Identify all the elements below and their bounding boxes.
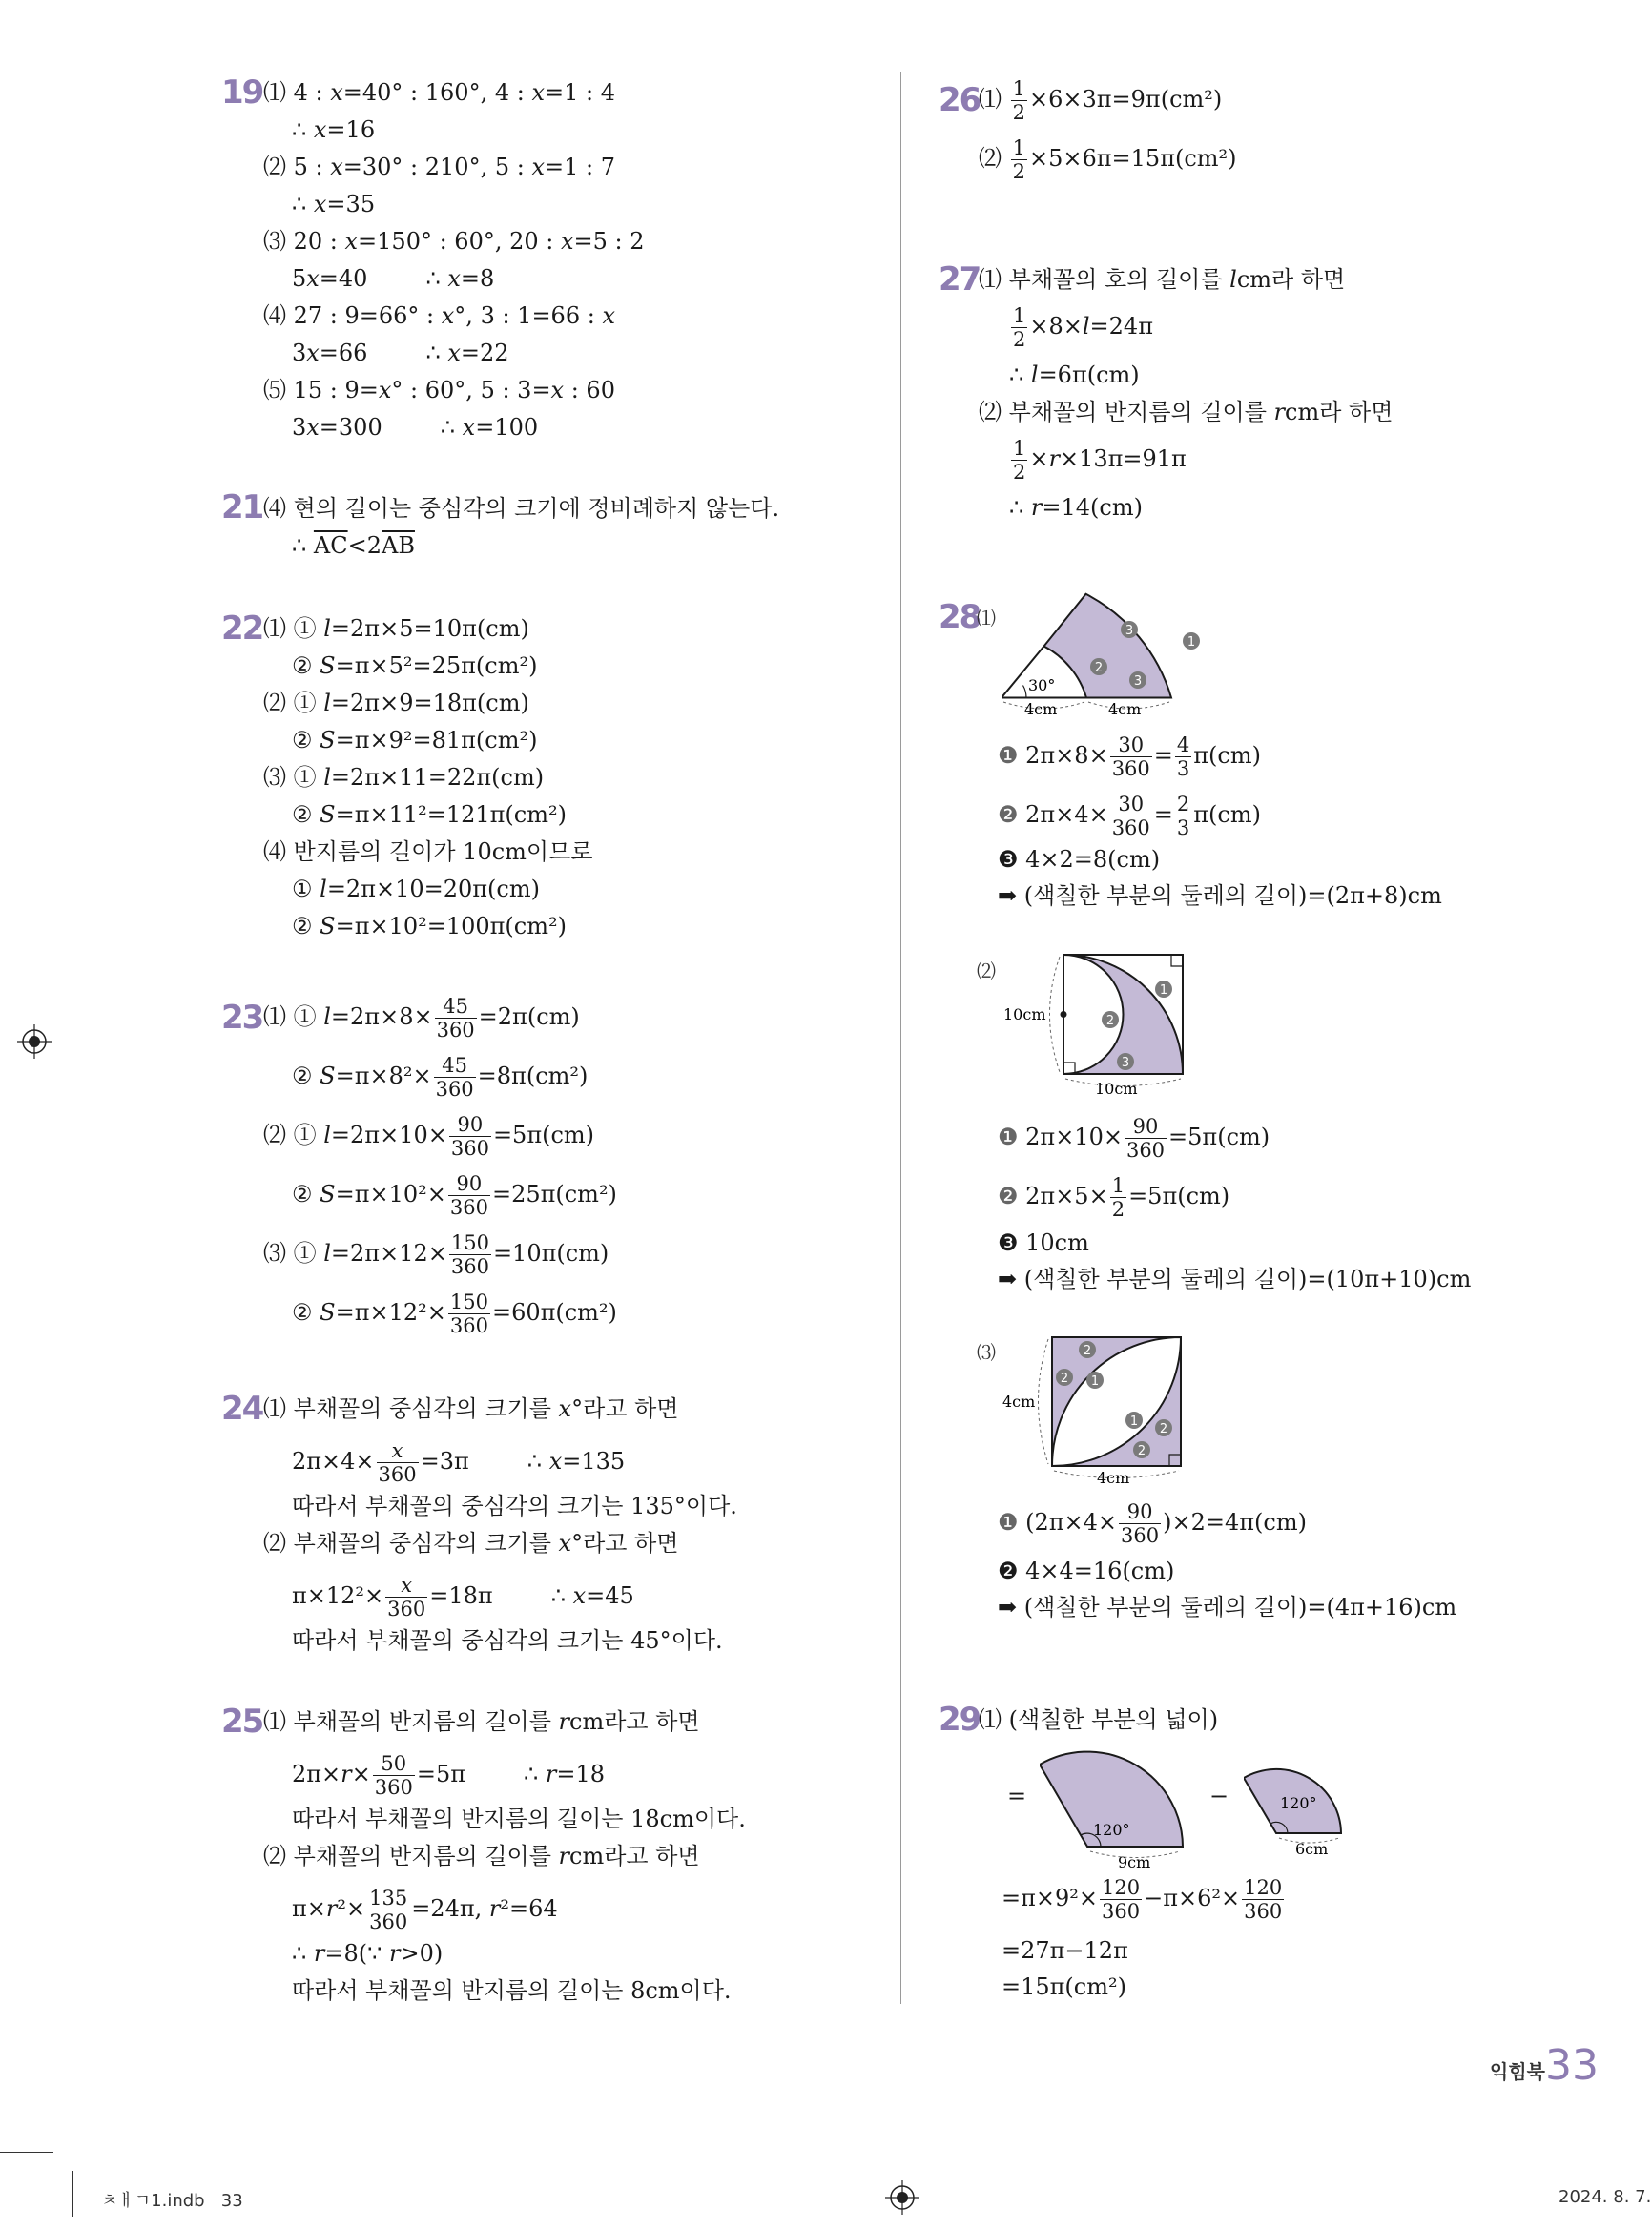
fraction: $\frac{1}{2}$ bbox=[1013, 437, 1026, 484]
solution-line: ⑷ 27 : 9=66° : 𝑥°, 3 : 1=66 : 𝑥 bbox=[263, 302, 615, 329]
solution-line: ∴ 𝑥=16 bbox=[292, 116, 376, 143]
svg-text:1: 1 bbox=[1090, 1374, 1100, 1389]
crop-mark bbox=[0, 2152, 53, 2153]
problem-number: 24 bbox=[221, 1390, 263, 1428]
fraction: $\frac{120}{360}$ bbox=[1102, 1876, 1141, 1923]
problem-number: 23 bbox=[221, 999, 263, 1037]
fraction: $\frac{\text{𝑥}}{360}$ bbox=[378, 1439, 417, 1486]
fraction: $\frac{1}{2}$ bbox=[1013, 304, 1026, 351]
svg-text:2: 2 bbox=[1083, 1344, 1092, 1358]
therefore: ∴ bbox=[292, 532, 314, 559]
svg-text:2: 2 bbox=[1094, 661, 1104, 675]
solution-line: ② 𝑆=π×10²=100π(cm²) bbox=[292, 913, 567, 939]
solution-line: 따라서 부채꼴의 반지름의 길이는 18cm이다. bbox=[292, 1806, 746, 1832]
solution-line: =27π−12π bbox=[1002, 1937, 1128, 1964]
svg-text:2: 2 bbox=[1137, 1444, 1146, 1458]
arc-ac: $\overline{AC}$ bbox=[313, 532, 348, 559]
solution-line: ② 𝑆=π×8²× $\frac{45}{360}$ =8π(cm²) bbox=[292, 1054, 589, 1101]
part-label: ⑵ bbox=[977, 960, 996, 982]
length-label: 4cm bbox=[1097, 1469, 1130, 1487]
solution-line: ⑴ $\frac{1}{2}$ ×6×3π=9π(cm²) bbox=[979, 77, 1223, 124]
length-label: 4cm bbox=[1108, 700, 1142, 718]
registration-mark-icon bbox=[883, 2178, 921, 2217]
solution-line: $\frac{1}{2}$ ×8×𝑙=24π bbox=[1013, 304, 1153, 351]
solution-line: 2π×𝑟× $\frac{50}{360}$ =5π ∴ 𝑟=18 bbox=[292, 1752, 606, 1799]
solution-line: ⑷ 반지름의 길이가 10cm이므로 bbox=[263, 838, 593, 865]
solution-line: 따라서 부채꼴의 중심각의 크기는 45°이다. bbox=[292, 1627, 723, 1654]
fraction: $\frac{120}{360}$ bbox=[1244, 1876, 1283, 1923]
svg-text:1: 1 bbox=[1159, 983, 1168, 998]
fraction: $\frac{1}{2}$ bbox=[1012, 77, 1026, 124]
angle-label: 120° bbox=[1280, 1794, 1317, 1812]
svg-text:3: 3 bbox=[1133, 674, 1143, 689]
crop-mark bbox=[72, 2171, 73, 2217]
solution-line: ❸ 10cm bbox=[998, 1229, 1089, 1256]
part-label: ⑶ bbox=[977, 1341, 996, 1364]
solution-line: ⑵ 부채꼴의 반지름의 길이를 𝑟cm라 하면 bbox=[979, 399, 1394, 425]
solution-line: ⑴ 4 : 𝑥=40° : 160°, 4 : 𝑥=1 : 4 bbox=[263, 79, 615, 106]
solution-line: 2π×4× $\frac{\text{𝑥}}{360}$ =3π ∴ 𝑥=135 bbox=[292, 1439, 626, 1486]
svg-text:3: 3 bbox=[1125, 624, 1134, 638]
large-sector-figure bbox=[1040, 1742, 1202, 1870]
registration-mark-icon bbox=[15, 1022, 53, 1061]
solution-line: ⑴ 부채꼴의 중심각의 크기를 𝑥°라고 하면 bbox=[263, 1395, 679, 1422]
dimension-line bbox=[1050, 957, 1061, 1072]
svg-text:1: 1 bbox=[1129, 1414, 1139, 1429]
length-label: 6cm bbox=[1295, 1840, 1329, 1858]
solution-line: ① 𝑙=2π×10=20π(cm) bbox=[292, 876, 540, 902]
fraction: $\frac{90}{360}$ bbox=[450, 1113, 489, 1160]
solution-line: ❶ 2π×8× $\frac{30}{360}$ = $\frac{4}{3}$ π(cm) bbox=[998, 733, 1261, 780]
solution-line: ⑶ ① 𝑙=2π×11=22π(cm) bbox=[263, 764, 545, 791]
book-label: 익힘북 bbox=[1490, 2060, 1545, 2083]
solution-line: ∴ 𝑥=35 bbox=[292, 191, 376, 217]
fraction: $\frac{\text{𝑥}}{360}$ bbox=[387, 1574, 426, 1621]
fraction: $\frac{30}{360}$ bbox=[1111, 733, 1150, 780]
result-line: ➡ (색칠한 부분의 둘레의 길이)=(10π+10)cm bbox=[998, 1266, 1472, 1292]
small-sector-figure bbox=[1244, 1755, 1358, 1860]
result-line: ➡ (색칠한 부분의 둘레의 길이)=(4π+16)cm bbox=[998, 1594, 1457, 1621]
solution-line: ⑵ $\frac{1}{2}$ ×5×6π=15π(cm²) bbox=[979, 136, 1237, 183]
problem-number: 29 bbox=[939, 1701, 981, 1739]
solution-line: =15π(cm²) bbox=[1002, 1973, 1126, 2000]
fraction: $\frac{90}{360}$ bbox=[1121, 1500, 1160, 1547]
fraction: $\frac{150}{360}$ bbox=[449, 1291, 488, 1337]
solution-line: ⑷ 현의 길이는 중심각의 크기에 정비례하지 않는다. bbox=[263, 495, 780, 522]
svg-text:1: 1 bbox=[1187, 635, 1196, 650]
center-dot bbox=[1061, 1011, 1067, 1018]
solution-line: ⑶ 20 : 𝑥=150° : 60°, 20 : 𝑥=5 : 2 bbox=[263, 228, 645, 255]
solution-line: π×12²× $\frac{\text{𝑥}}{360}$ =18π ∴ 𝑥=45 bbox=[292, 1574, 634, 1621]
svg-text:2: 2 bbox=[1159, 1422, 1168, 1436]
problem-number: 22 bbox=[221, 609, 263, 648]
solution-line: 3𝑥=300 ∴ 𝑥=100 bbox=[292, 414, 539, 441]
solution-line: ❷ 2π×4× $\frac{30}{360}$ = $\frac{2}{3}$ π(cm) bbox=[998, 793, 1261, 839]
solution-line: ⑴ 부채꼴의 반지름의 길이를 𝑟cm라고 하면 bbox=[263, 1708, 700, 1735]
solution-line: ❷ 2π×5× $\frac{1}{2}$ =5π(cm) bbox=[998, 1174, 1230, 1221]
fraction: $\frac{1}{2}$ bbox=[1111, 1174, 1125, 1221]
part-label: ⑴ bbox=[977, 607, 996, 630]
solution-line: ⑵ 부채꼴의 반지름의 길이를 𝑟cm라고 하면 bbox=[263, 1843, 700, 1869]
problem-number: 19 bbox=[221, 73, 263, 112]
solution-line: 5𝑥=40 ∴ 𝑥=8 bbox=[292, 265, 495, 292]
print-date: 2024. 8. 7. bbox=[1559, 2187, 1652, 2207]
solution-line: π×𝑟²× $\frac{135}{360}$ =24π, 𝑟²=64 bbox=[292, 1887, 558, 1933]
shaded-region bbox=[1044, 594, 1172, 698]
svg-text:3: 3 bbox=[1121, 1056, 1130, 1070]
solution-line: ⑵ ① 𝑙=2π×10× $\frac{90}{360}$ =5π(cm) bbox=[263, 1113, 595, 1160]
solution-line: ② 𝑆=π×10²× $\frac{90}{360}$ =25π(cm²) bbox=[292, 1172, 617, 1219]
solution-line: ∴ 𝑟=14(cm) bbox=[1009, 494, 1143, 521]
lens-square-figure bbox=[1002, 1332, 1192, 1494]
solution-line: ② 𝑆=π×11²=121π(cm²) bbox=[292, 801, 567, 828]
svg-text:2: 2 bbox=[1105, 1014, 1115, 1028]
sector-ring-figure bbox=[1002, 591, 1230, 725]
solution-line: ⑴ 부채꼴의 호의 길이를 𝑙cm라 하면 bbox=[979, 266, 1346, 293]
fraction: $\frac{150}{360}$ bbox=[450, 1231, 489, 1278]
page-number: 33 bbox=[1545, 2041, 1599, 2090]
solution-line: ❸ 4×2=8(cm) bbox=[998, 846, 1161, 873]
file-info: ㅊㅐㄱ1.indb 33 bbox=[101, 2191, 243, 2211]
right-angle-mark bbox=[1063, 1063, 1075, 1074]
dimension-line bbox=[1039, 1339, 1049, 1464]
solution-line: 따라서 부채꼴의 중심각의 크기는 135°이다. bbox=[292, 1493, 737, 1519]
result-line: ➡ (색칠한 부분의 둘레의 길이)=(2π+8)cm bbox=[998, 882, 1442, 909]
solution-line bbox=[292, 529, 415, 562]
fraction: $\frac{50}{360}$ bbox=[374, 1752, 413, 1799]
fraction: $\frac{30}{360}$ bbox=[1111, 793, 1150, 839]
length-label: 10cm bbox=[1003, 1005, 1046, 1023]
problem-number: 26 bbox=[939, 81, 981, 119]
fraction: $\frac{4}{3}$ bbox=[1176, 733, 1190, 780]
solution-line: ∴ 𝑙=6π(cm) bbox=[1009, 361, 1140, 388]
solution-line: ⑵ 부채꼴의 중심각의 크기를 𝑥°라고 하면 bbox=[263, 1530, 679, 1557]
right-angle-mark bbox=[1171, 955, 1183, 966]
equals-sign: = bbox=[1007, 1783, 1027, 1809]
fraction: $\frac{90}{360}$ bbox=[449, 1172, 488, 1219]
fraction: $\frac{1}{2}$ bbox=[1012, 136, 1026, 183]
solution-line: ⑴ ① 𝑙=2π×5=10π(cm) bbox=[263, 615, 529, 642]
minus-sign: − bbox=[1209, 1783, 1229, 1809]
svg-text:2: 2 bbox=[1060, 1372, 1069, 1386]
problem-number: 25 bbox=[221, 1703, 263, 1741]
solution-line: ⑴ ① 𝑙=2π×8× $\frac{45}{360}$ =2π(cm) bbox=[263, 995, 580, 1042]
fraction: $\frac{45}{360}$ bbox=[435, 1054, 474, 1101]
solution-line: ❶ (2π×4× $\frac{90}{360}$ )×2=4π(cm) bbox=[998, 1500, 1307, 1547]
solution-line: ⑵ 5 : 𝑥=30° : 210°, 5 : 𝑥=1 : 7 bbox=[263, 154, 615, 180]
length-label: 9cm bbox=[1118, 1853, 1151, 1870]
angle-mark bbox=[1023, 686, 1027, 698]
angle-label: 30° bbox=[1028, 676, 1056, 694]
length-label: 10cm bbox=[1095, 1080, 1138, 1098]
solution-line: ⑴ (색칠한 부분의 넓이) bbox=[979, 1706, 1219, 1733]
problem-number: 27 bbox=[939, 260, 981, 299]
fraction: $\frac{135}{360}$ bbox=[369, 1887, 408, 1933]
solution-line: ❷ 4×4=16(cm) bbox=[998, 1558, 1175, 1584]
solution-line: 3𝑥=66 ∴ 𝑥=22 bbox=[292, 340, 509, 366]
compare: <2 bbox=[347, 532, 382, 559]
fraction: $\frac{2}{3}$ bbox=[1176, 793, 1190, 839]
square-arc-figure bbox=[1002, 950, 1192, 1103]
solution-line: ∴ 𝑟=8(∵ 𝑟>0) bbox=[292, 1940, 444, 1967]
solution-line: ⑸ 15 : 9=𝑥° : 60°, 5 : 3=𝑥 : 60 bbox=[263, 377, 615, 403]
arc-ab: $\overline{AB}$ bbox=[382, 532, 415, 559]
solution-line: ② 𝑆=π×9²=81π(cm²) bbox=[292, 727, 538, 754]
fraction: $\frac{90}{360}$ bbox=[1125, 1115, 1166, 1162]
solution-line: ② 𝑆=π×5²=25π(cm²) bbox=[292, 652, 538, 679]
solution-line: =π×9²× $\frac{120}{360}$ −π×6²× $\frac{120}{360}$ bbox=[1002, 1876, 1283, 1923]
problem-number: 28 bbox=[939, 598, 981, 636]
fraction: $\frac{45}{360}$ bbox=[436, 995, 475, 1042]
solution-line: ⑶ ① 𝑙=2π×12× $\frac{150}{360}$ =10π(cm) bbox=[263, 1231, 609, 1278]
solution-line: $\frac{1}{2}$ ×𝑟×13π=91π bbox=[1013, 437, 1187, 484]
length-label: 4cm bbox=[1024, 700, 1058, 718]
solution-line: 따라서 부채꼴의 반지름의 길이는 8cm이다. bbox=[292, 1977, 732, 2004]
angle-label: 120° bbox=[1093, 1821, 1130, 1839]
problem-number: 21 bbox=[221, 488, 263, 527]
solution-line: ② 𝑆=π×12²× $\frac{150}{360}$ =60π(cm²) bbox=[292, 1291, 617, 1337]
length-label: 4cm bbox=[1002, 1393, 1036, 1411]
solution-line: ⑵ ① 𝑙=2π×9=18π(cm) bbox=[263, 690, 529, 716]
solution-line: ❶ 2π×10× $\frac{90}{360}$ =5π(cm) bbox=[998, 1115, 1270, 1162]
column-divider bbox=[900, 72, 901, 2004]
